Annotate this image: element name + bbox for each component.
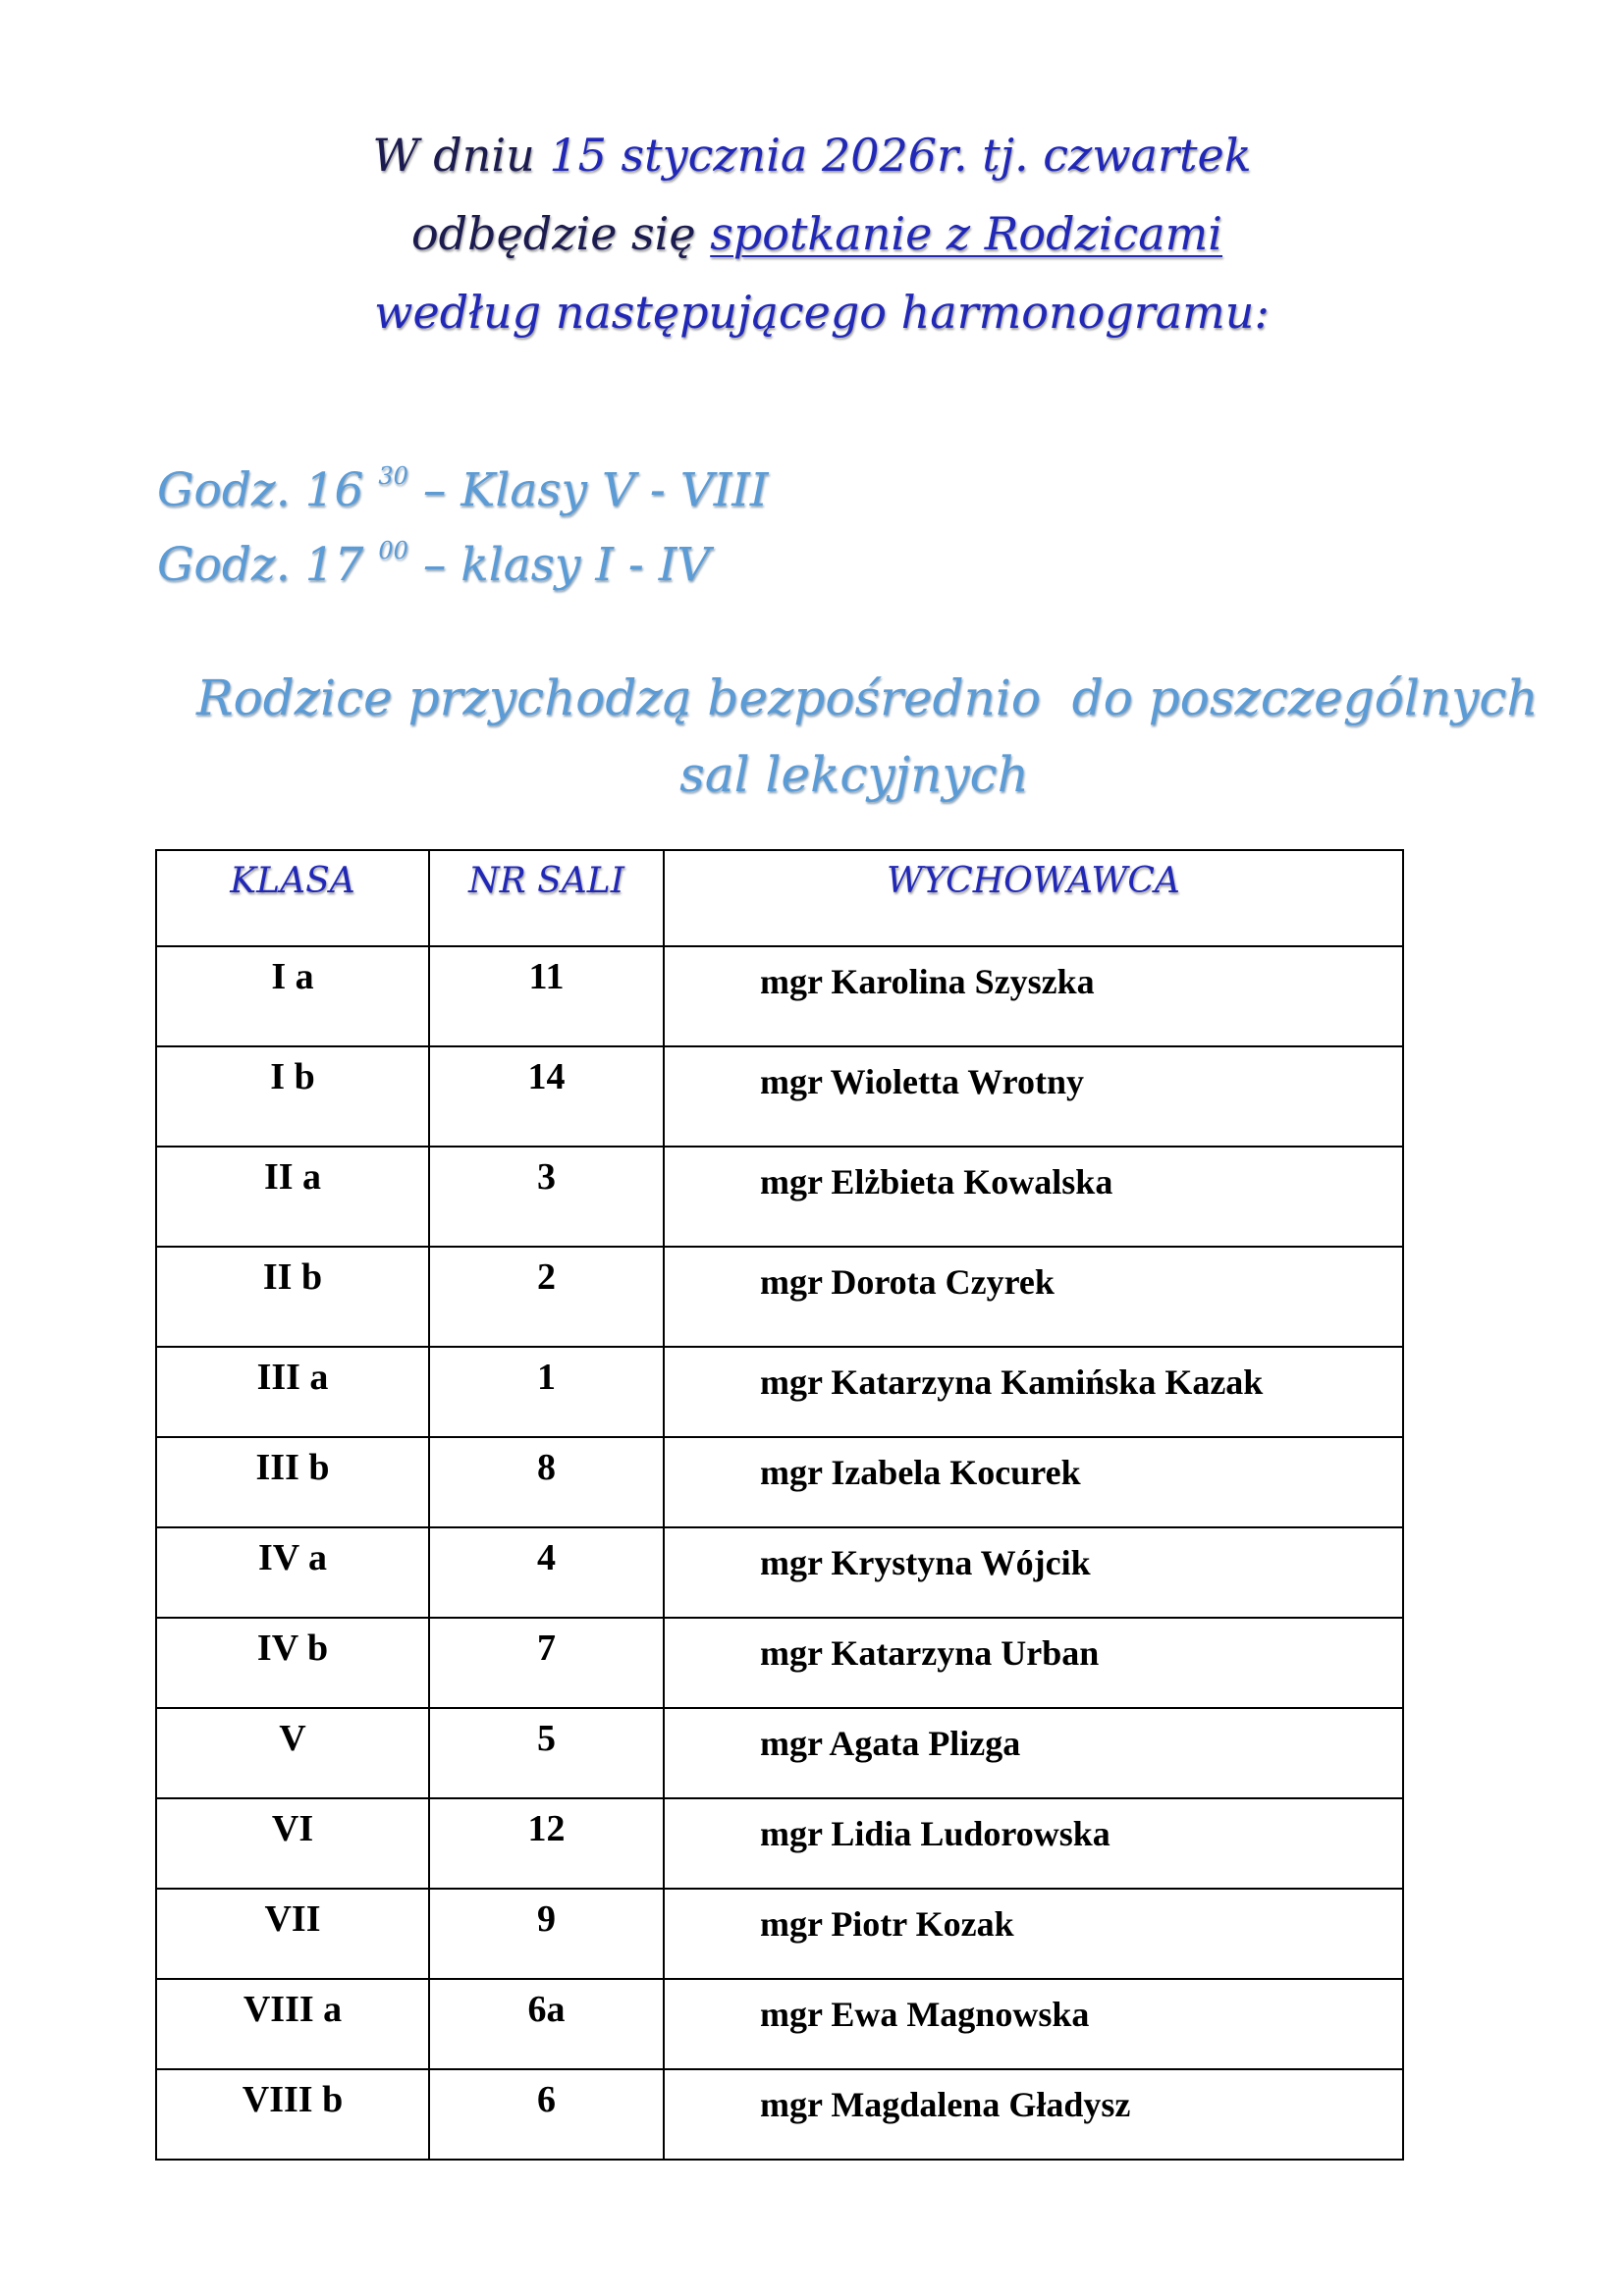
table-row [156,1618,1403,1708]
table-header-row [156,850,1403,946]
teacher-cell: mgr Krystyna Wójcik [664,1527,1403,1618]
teacher-cell: mgr Izabela Kocurek [664,1437,1403,1527]
room-cell: 5 [429,1708,664,1798]
class-cell: VIII b [156,2069,429,2160]
teacher-cell: mgr Dorota Czyrek [664,1247,1403,1347]
teacher-cell: mgr Agata Plizga [664,1708,1403,1798]
class-cell: III b [156,1437,429,1527]
schedule-time-1: Godz. 16 [157,463,364,517]
teacher-cell: mgr Karolina Szyszka [664,946,1403,1046]
header-line-meeting [0,194,1624,273]
teacher-cell: mgr Katarzyna Urban [664,1618,1403,1708]
room-cell: 12 [429,1798,664,1889]
notice-line-1: Rodzice przychodzą bezpośrednio do poszczególnych [196,669,1539,726]
table-row [156,2069,1403,2160]
class-cell: I b [156,1046,429,1147]
class-cell: IV a [156,1527,429,1618]
room-cell: 4 [429,1527,664,1618]
header-meeting-prefix: odbędzie się [410,207,696,260]
header-date: 15 stycznia 2026r. tj. czwartek [549,129,1252,182]
header-meeting-link: spotkanie z Rodzicami [710,207,1223,260]
column-header-nr-sali: NR SALI [429,850,664,946]
column-header-klasa: KLASA [156,850,429,946]
table-row [156,1708,1403,1798]
room-cell: 3 [429,1147,664,1247]
header-date-prefix: W dniu [372,129,535,182]
teacher-cell: mgr Ewa Magnowska [664,1979,1403,2069]
class-cell: II a [156,1147,429,1247]
table-row [156,1798,1403,1889]
teacher-cell: mgr Wioletta Wrotny [664,1046,1403,1147]
table-row [156,1889,1403,1979]
teacher-cell: mgr Katarzyna Kamińska Kazak [664,1347,1403,1437]
table-row [156,946,1403,1046]
room-cell: 8 [429,1437,664,1527]
schedule-time-2: Godz. 17 [157,538,364,592]
table-row [156,1046,1403,1147]
meeting-hours [157,454,768,603]
column-header-wychowawca: WYCHOWAWCA [664,850,1403,946]
room-cell: 6 [429,2069,664,2160]
schedule-classes-2: – klasy I - IV [407,538,711,592]
table-row [156,1527,1403,1618]
teacher-cell: mgr Magdalena Gładysz [664,2069,1403,2160]
teacher-cell: mgr Piotr Kozak [664,1889,1403,1979]
schedule-minutes-1: 30 [378,462,408,490]
class-cell: III a [156,1347,429,1437]
schedule-minutes-2: 00 [378,537,408,564]
table-row [156,1147,1403,1247]
teacher-cell: mgr Lidia Ludorowska [664,1798,1403,1889]
parents-notice [196,660,1539,813]
schedule-line-1 [157,454,768,528]
class-cell: IV b [156,1618,429,1708]
room-cell: 6a [429,1979,664,2069]
table-row [156,1437,1403,1527]
teacher-cell: mgr Elżbieta Kowalska [664,1147,1403,1247]
class-cell: II b [156,1247,429,1347]
header-line-date [0,116,1624,194]
class-cell: VIII a [156,1979,429,2069]
table-row [156,1979,1403,2069]
class-cell: VI [156,1798,429,1889]
classroom-table [155,849,1404,2161]
room-cell: 2 [429,1247,664,1347]
room-cell: 1 [429,1347,664,1437]
header-line-schedule: według następującego harmonogramu: [374,286,1270,339]
schedule-classes-1: – Klasy V - VIII [407,463,769,517]
table-row [156,1247,1403,1347]
announcement-header [0,116,1624,351]
notice-line-2: sal lekcyjnych [679,746,1029,803]
room-cell: 9 [429,1889,664,1979]
room-cell: 14 [429,1046,664,1147]
class-cell: VII [156,1889,429,1979]
table-row [156,1347,1403,1437]
class-cell: I a [156,946,429,1046]
room-cell: 7 [429,1618,664,1708]
schedule-line-2 [157,528,768,603]
class-cell: V [156,1708,429,1798]
room-cell: 11 [429,946,664,1046]
